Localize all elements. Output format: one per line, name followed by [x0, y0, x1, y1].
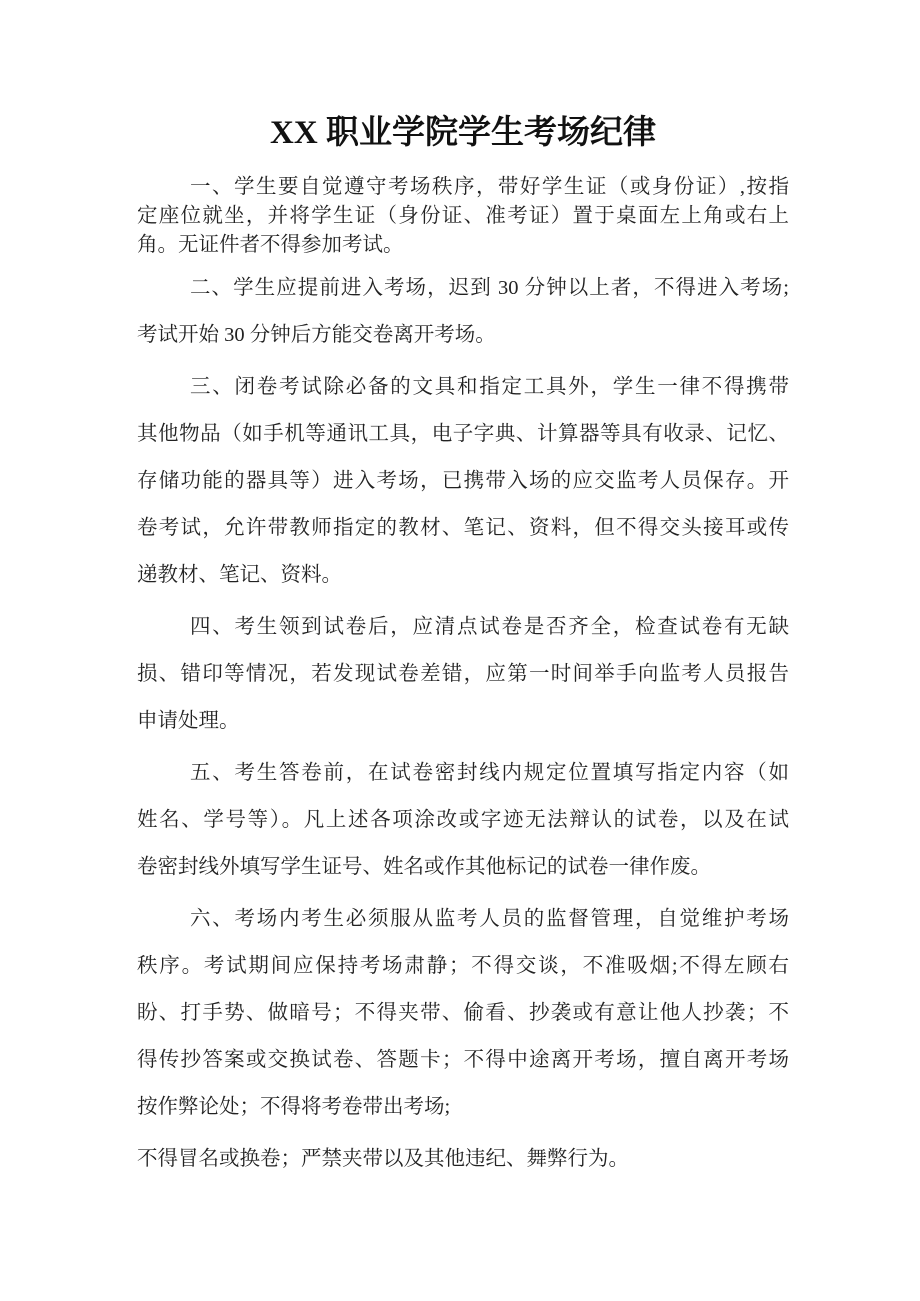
text-line: 定座位就坐，并将学生证（身份证、准考证）置于桌面左上角或右上 — [137, 205, 789, 227]
text-line: 三、闭卷考试除必备的文具和指定工具外，学生一律不得携带 — [190, 376, 789, 398]
text-line: 卷密封线外填写学生证号、姓名或作其他标记的试卷一律作废。 — [137, 856, 711, 878]
paragraph — [137, 604, 789, 745]
text-line: 五、考生答卷前，在试卷密封线内规定位置填写指定内容（如 — [190, 762, 789, 784]
text-line: 得传抄答案或交换试卷、答题卡；不得中途离开考场，擅自离开考场 — [137, 1049, 789, 1071]
text-line: 角。无证件者不得参加考试。 — [137, 234, 404, 256]
text-line: 申请处理。 — [137, 710, 240, 732]
paragraph — [137, 173, 789, 260]
text-line: 姓名、学号等）。凡上述各项涂改或字迹无法辩认的试卷，以及在试 — [137, 809, 789, 831]
text-line: 盼、打手势、做暗号；不得夹带、偷看、抄袭或有意让他人抄袭；不 — [137, 1002, 789, 1024]
text-line: 一、学生要自觉遵守考场秩序，带好学生证（或身份证）,按指 — [190, 176, 789, 198]
document-title: XX 职业学院学生考场纪律 — [270, 115, 656, 151]
text-line: 六、考场内考生必须服从监考人员的监督管理，自觉维护考场 — [190, 908, 789, 930]
text-line: 秩序。考试期间应保持考场肃静；不得交谈，不准吸烟;不得左顾右 — [137, 955, 789, 977]
text-line: 其他物品（如手机等通讯工具，电子字典、计算器等具有收录、记忆、 — [137, 423, 789, 445]
text-line: 二、学生应提前进入考场，迟到 30 分钟以上者，不得进入考场; — [190, 277, 789, 299]
text-line: 按作弊论处；不得将考卷带出考场; — [137, 1096, 451, 1118]
text-line: 卷考试，允许带教师指定的教材、笔记、资料，但不得交头接耳或传 — [137, 517, 789, 539]
paragraph — [137, 265, 789, 359]
paragraph — [137, 750, 789, 891]
text-line: 损、错印等情况，若发现试卷差错，应第一时间举手向监考人员报告 — [137, 663, 789, 685]
text-line: 不得冒名或换卷；严禁夹带以及其他违纪、舞弊行为。 — [137, 1148, 629, 1170]
text-line: 递教材、笔记、资料。 — [137, 564, 342, 586]
document-body — [137, 173, 789, 1183]
paragraph — [137, 364, 789, 599]
text-line: 考试开始 30 分钟后方能交卷离开考场。 — [137, 324, 496, 346]
text-line: 四、考生领到试卷后，应清点试卷是否齐全，检查试卷有无缺 — [190, 616, 789, 638]
text-line: 存储功能的器具等）进入考场，已携带入场的应交监考人员保存。开 — [137, 470, 789, 492]
paragraph — [137, 1136, 789, 1183]
paragraph — [137, 896, 789, 1131]
